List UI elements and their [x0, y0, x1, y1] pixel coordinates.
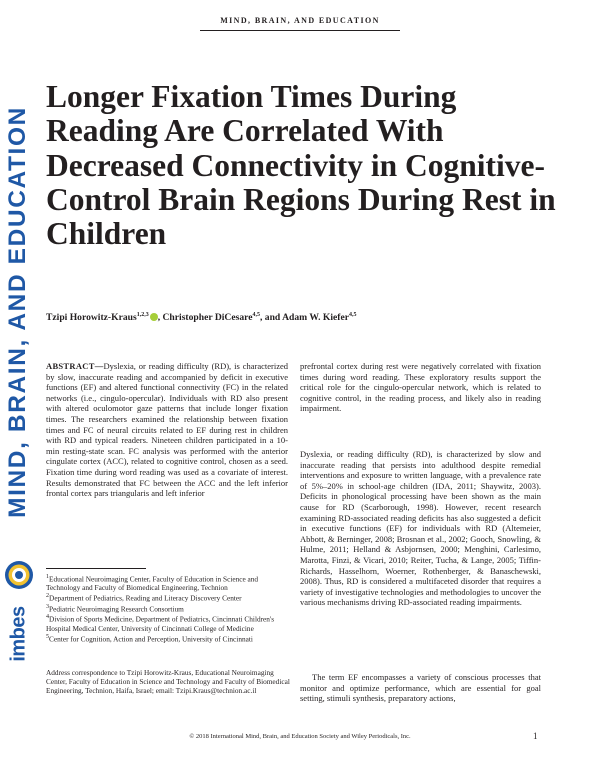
- affiliations: [46, 573, 290, 643]
- header-rule: [200, 30, 400, 31]
- imbes-logo-text: imbes: [7, 606, 30, 662]
- affiliation-item: [46, 603, 290, 613]
- footnote-rule: [46, 568, 146, 569]
- affiliation-item: [46, 613, 290, 632]
- author-separator: , and: [259, 312, 283, 324]
- affiliation-number: 2: [46, 593, 50, 600]
- affiliation-number: 3: [46, 603, 50, 610]
- affiliation-item: [46, 633, 290, 643]
- page-number: 1: [533, 731, 538, 741]
- author-affiliation-mark: 4,5: [349, 312, 357, 318]
- orcid-icon[interactable]: [150, 313, 158, 321]
- imbes-logo: [3, 596, 35, 672]
- affiliation-item: [46, 592, 290, 602]
- abstract-text: Dyslexia, or reading difficulty (RD), is characterized by slow, inaccurate reading and accompanied by deficit in executive functions (EF) and altered functional connectivity (FC) in the related networks (i.e., cingulo-opercular). Individuals with RD also present with altered oculomotor gaze patterns that include longer fixation times. The researchers examined the relationship between fixation times and FC of neural circuits related to EF during rest in children with RD and typical readers. Nineteen children participated in a 10-min resting-state scan. FC analysis was performed with the anterior cingulate cortex (ACC), related to cognitive control, chosen as a seed. Fixation time during word reading was used as a covariate of interest. Results demonstrated that FC between the ACC and the left inferior frontal cortex pars triangularis and left inferior: [46, 361, 288, 499]
- intro-paragraph-2: The term EF encompasses a variety of conscious processes that monitor and optimize performance, which are essential for goal setting, stimuli synthesis, preparatory actions,: [300, 672, 541, 704]
- affiliation-item: [46, 573, 290, 592]
- affiliation-text: Educational Neuroimaging Center, Faculty of Education in Science and Technology and Faculty of Biomedical Engineering, Technion: [46, 574, 259, 593]
- journal-header: MIND, BRAIN, AND EDUCATION: [220, 16, 380, 25]
- abstract-right: prefrontal cortex during rest were negatively correlated with fixation times during word reading. These exploratory results support the critical role for the cingulo-opercular network, which is related to cognitive control, in the reading process, and likely also in reading impairment.: [300, 361, 541, 414]
- author-separator: ,: [157, 312, 163, 324]
- author-name: Adam W. Kiefer: [282, 312, 350, 324]
- article-title: Longer Fixation Times During Reading Are Correlated With Decreased Connectivity in Cognitive-Control Brain Regions During Rest in Children: [46, 79, 556, 252]
- society-seal-icon: [4, 560, 34, 590]
- affiliation-number: 5: [46, 633, 50, 640]
- author-name: Christopher DiCesare: [162, 312, 253, 324]
- side-banner-text: MIND, BRAIN, AND EDUCATION: [4, 106, 31, 518]
- correspondence-note: Address correspondence to Tzipi Horowitz-Kraus, Educational Neuroimaging Center, Faculty of Education in Science and Technology and Faculty of Biomedical Engineering, Technion, Haifa, Israel; email: Tzipi.Kraus@technion.ac.il: [46, 668, 290, 695]
- affiliation-text: Center for Cognition, Action and Perception, University of Cincinnati: [49, 634, 253, 644]
- intro-paragraph-1: Dyslexia, or reading difficulty (RD), is characterized by slow and inaccurate reading that persists into adulthood despite remedial interventions and exposure to written language, with a prevalence rate of 5%–20% in school-age children (IDA, 2011; Shaywitz, 2003). Deficits in phonological processing have been shown as the main cause for RD (Scarborough, 1998). However, recent research examining RD-associated reading deficits has also suggested a deficit in executive functions (EF) for individuals with RD (Altemeier, Abbott, & Berninger, 2008; Brosnan et al., 2002; Gooch, Snowling, & Hulme, 2011; Helland & Asbjornsen, 2000; Menghini, Carlesimo, Marotta, Finzi, & Vicari, 2010; Reiter, Tucha, & Lange, 2005; Tiffin-Richards, Hasselhorn, Woerner, Rothenberger, & Banaschewski, 2008). Thus, RD is considered a multifaceted disorder that requires a variety of investigative technologies and methodologies to uncover the various mechanisms driving RD-associated reading impairments.: [300, 449, 541, 608]
- abstract-label: ABSTRACT—: [46, 361, 104, 371]
- affiliation-number: 4: [46, 614, 50, 621]
- affiliation-number: 1: [46, 574, 50, 580]
- affiliation-text: Department of Pediatrics, Reading and Literacy Discovery Center: [49, 593, 242, 603]
- author-name: Tzipi Horowitz-Kraus: [46, 312, 137, 324]
- affiliation-text: Pediatric Neuroimaging Research Consortium: [49, 604, 184, 614]
- footer-copyright: © 2018 International Mind, Brain, and Education Society and Wiley Periodicals, Inc.: [189, 733, 411, 740]
- affiliation-text: Division of Sports Medicine, Department of Pediatrics, Cincinnati Children's Hospital Medical Center, University of Cincinnati College of Medicine: [46, 614, 275, 633]
- abstract-left: [46, 361, 288, 499]
- author-list: [46, 312, 566, 323]
- author-affiliation-mark: 1,2,3: [136, 312, 149, 318]
- author-affiliation-mark: 4,5: [252, 312, 260, 318]
- side-banner: [0, 88, 36, 536]
